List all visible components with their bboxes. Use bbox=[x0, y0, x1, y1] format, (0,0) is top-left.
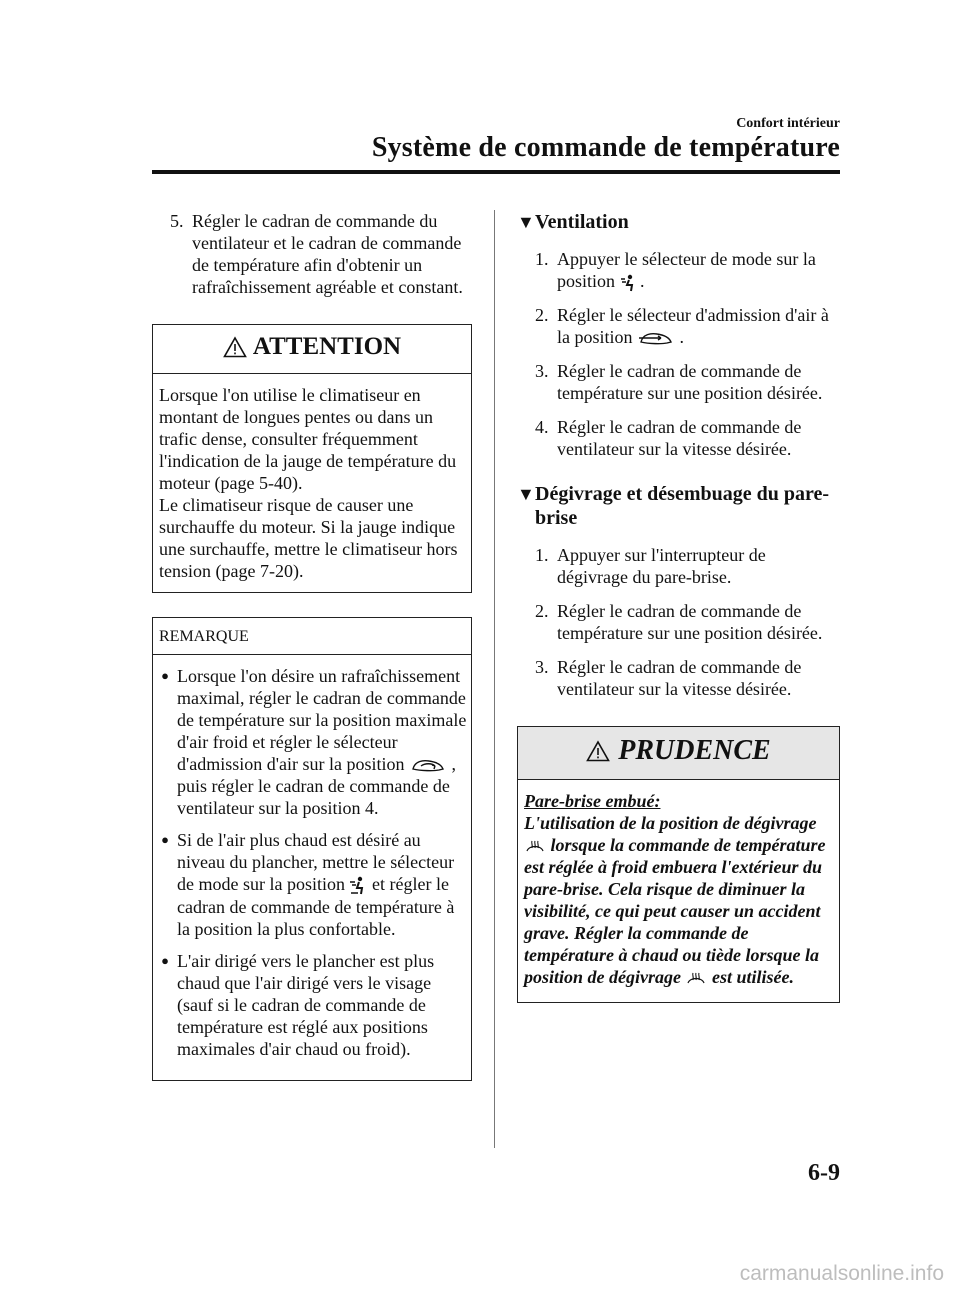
ventilation-step-3 bbox=[517, 360, 840, 404]
step-number: 2. bbox=[535, 305, 549, 325]
defrost-title: Dégivrage et désembuage du pare-brise bbox=[535, 483, 830, 529]
warning-icon bbox=[586, 740, 610, 762]
step-text: Régler le cadran de commande de ventilateur sur la vitesse désirée. bbox=[557, 657, 802, 699]
prudence-title: PRUDENCE bbox=[618, 735, 771, 766]
watermark: carmanualsonline.info bbox=[739, 1262, 944, 1285]
attention-title: ATTENTION bbox=[252, 333, 402, 360]
note-text: Si de l'air plus chaud est désiré au niveau du plancher, mettre le sélecteur de mode sur la position bbox=[177, 830, 455, 894]
note-text: Lorsque l'on désire un rafraîchissement maximal, régler le cadran de commande de température sur la position maximale d'air froid et régler le sélecteur d'admission d'air sur la position bbox=[177, 666, 467, 774]
step-number: 5. bbox=[170, 211, 184, 231]
note-bullet-1 bbox=[153, 665, 467, 819]
prudence-text-part: L'utilisation de la position de dégivrage bbox=[524, 813, 817, 833]
triangle-bullet-icon: ▼ bbox=[517, 212, 535, 232]
note-text: , puis régler le cadran de commande de ventilateur sur la position 4. bbox=[177, 754, 456, 818]
defrost-step-3 bbox=[517, 656, 840, 700]
vent-mode-icon bbox=[620, 274, 636, 292]
ventilation-step-2 bbox=[517, 304, 840, 348]
note-bullet-text: L'air dirigé vers le plancher est plus chaud que l'air dirigé vers le visage (sauf si le cadran de commande de température est réglé aux positions maximales d'air chaud ou froid). bbox=[177, 950, 435, 1059]
step-text: Régler le cadran de commande du ventilateur et le cadran de commande de température afin d'obtenir un rafraîchissement agréable et constant. bbox=[192, 211, 463, 297]
bullet-icon: ● bbox=[161, 832, 169, 847]
step-number: 2. bbox=[535, 601, 549, 621]
prudence-body bbox=[518, 780, 839, 1002]
note-text: et régler le cadran de commande de température à la position la plus confortable. bbox=[177, 874, 455, 939]
bullet-icon: ● bbox=[161, 952, 169, 968]
prudence-header bbox=[518, 727, 839, 780]
note-bullet-text bbox=[177, 665, 467, 819]
triangle-bullet-icon: ▼ bbox=[517, 484, 535, 504]
page-title: Système de commande de température bbox=[371, 132, 840, 163]
step-number: 1. bbox=[535, 545, 549, 565]
column-divider bbox=[494, 210, 495, 1148]
step-text: Appuyer le sélecteur de mode sur la position bbox=[557, 249, 816, 291]
attention-box bbox=[152, 324, 472, 593]
step-number: 4. bbox=[535, 417, 549, 437]
header-section-label: Confort intérieur bbox=[736, 116, 840, 131]
note-header: REMARQUE bbox=[153, 618, 471, 655]
step-5 bbox=[152, 210, 472, 298]
header-rule bbox=[152, 170, 840, 174]
defrost-heading bbox=[517, 482, 840, 530]
ventilation-step-1 bbox=[517, 248, 840, 292]
defrost-icon bbox=[685, 971, 707, 987]
ventilation-step-4 bbox=[517, 416, 840, 460]
attention-body bbox=[153, 374, 471, 592]
prudence-box bbox=[517, 726, 840, 1003]
step-text: Appuyer sur l'interrupteur de dégivrage du pare-brise. bbox=[557, 545, 766, 587]
bullet-icon: ● bbox=[161, 668, 169, 683]
step-number: 3. bbox=[535, 657, 549, 677]
warning-icon bbox=[223, 336, 247, 358]
note-box bbox=[152, 617, 472, 1081]
note-bullet-text bbox=[177, 829, 467, 940]
prudence-text-part: est utilisée. bbox=[711, 967, 794, 987]
attention-header bbox=[153, 325, 471, 374]
note-bullet-2 bbox=[153, 829, 467, 940]
defrost-step-2 bbox=[517, 600, 840, 644]
step-text: Régler le sélecteur d'admission d'air à la position bbox=[557, 305, 829, 347]
prudence-text-part: lorsque la commande de température est réglée à froid embuera l'extérieur du pare-brise. Cela risque de diminuer la visibilité, ce qui peut causer un accident grave. Régler la commande de température à chaud ou tiède lorsque la position de dégivrage bbox=[524, 835, 826, 987]
step-text: Régler le cadran de commande de température sur une position désirée. bbox=[557, 361, 823, 403]
step-text: Régler le cadran de commande de ventilateur sur la vitesse désirée. bbox=[557, 417, 802, 459]
bilevel-mode-icon bbox=[349, 876, 367, 896]
right-column bbox=[517, 210, 840, 1003]
ventilation-heading bbox=[517, 210, 840, 234]
left-column bbox=[152, 210, 472, 1081]
prudence-subtitle: Pare-brise embué: bbox=[524, 791, 661, 811]
step-text: . bbox=[679, 327, 684, 347]
step-text: Régler le cadran de commande de température sur une position désirée. bbox=[557, 601, 823, 643]
step-number: 3. bbox=[535, 361, 549, 381]
attention-text: Lorsque l'on utilise le climatiseur en montant de longues pentes ou dans un trafic dense, consulter fréquemment l'indication de la jauge de température du moteur (page 5-40). bbox=[159, 385, 457, 493]
defrost-step-1 bbox=[517, 544, 840, 588]
prudence-text bbox=[524, 812, 833, 988]
step-number: 1. bbox=[535, 249, 549, 269]
attention-text-2: Le climatiseur risque de causer une surchauffe du moteur. Si la jauge indique une surchauffe, mettre le climatiseur hors tension (page 7-20). bbox=[159, 495, 458, 581]
page-number: 6-9 bbox=[808, 1160, 840, 1186]
recirculate-icon bbox=[409, 757, 447, 775]
defrost-icon bbox=[524, 839, 546, 855]
note-bullet-3 bbox=[153, 950, 467, 1060]
note-body bbox=[153, 655, 471, 1080]
step-text: . bbox=[640, 271, 645, 291]
ventilation-title: Ventilation bbox=[535, 211, 629, 233]
outside-air-icon bbox=[637, 330, 675, 348]
